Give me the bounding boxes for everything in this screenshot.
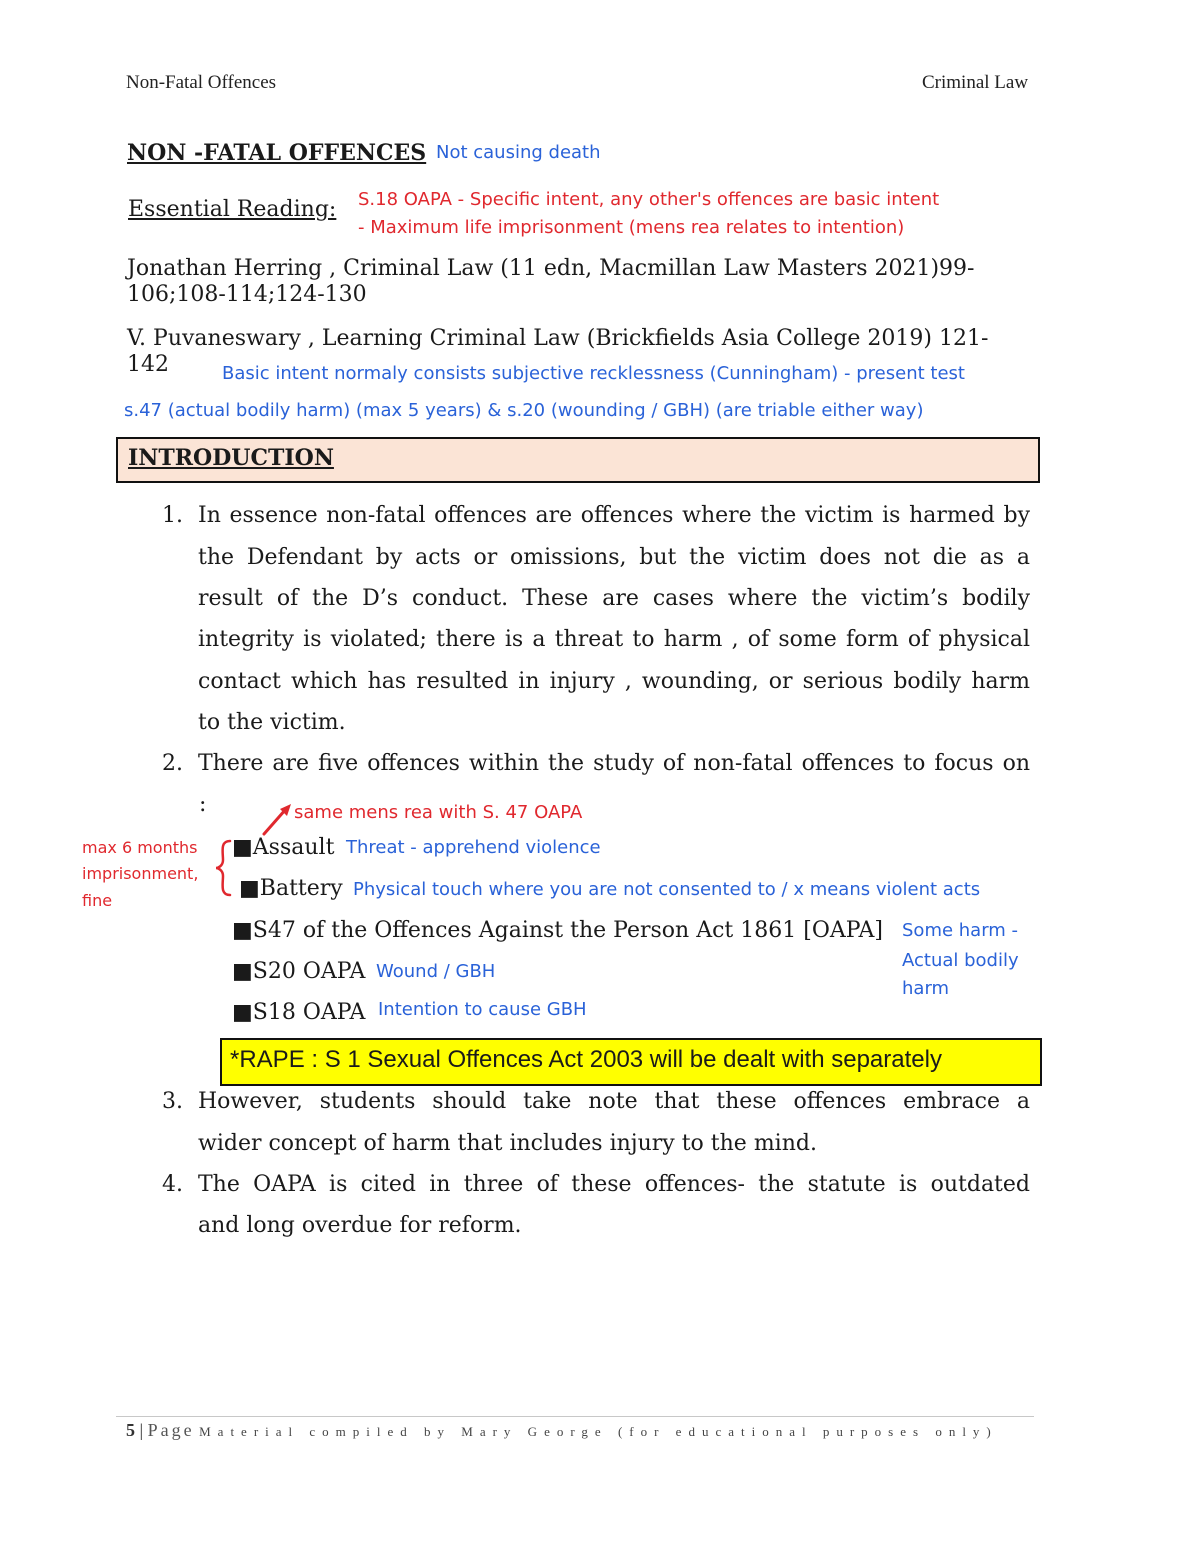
red-arrow-icon (258, 800, 294, 840)
offence-s18: ■S18 OAPA (232, 1000, 366, 1025)
offence-s20: ■S20 OAPA (232, 959, 366, 984)
introduction-heading-box (116, 437, 1040, 483)
footer (126, 1420, 998, 1441)
page-title: NON -FATAL OFFENCES (127, 140, 427, 166)
item3-line1: However, students should take note that these offences embrace a (198, 1089, 1030, 1114)
s47-note-line3: harm (902, 978, 950, 999)
offence-assault: ■Assault (232, 835, 335, 860)
s47-s20-note: s.47 (actual bodily harm) (max 5 years) & s.20 (wounding / GBH) (are triable either way) (124, 400, 924, 421)
basic-intent-note: Basic intent normaly consists subjective recklessness (Cunningham) - present test (222, 363, 965, 384)
item1-line6: to the victim. (198, 710, 346, 735)
item1-line1: In essence non-fatal offences are offences where the victim is harmed by (198, 503, 1030, 528)
offence-battery: ■Battery (239, 876, 343, 901)
same-mens-rea-note: same mens rea with S. 47 OAPA (294, 802, 583, 823)
item1-line4: integrity is violated; there is a threat to harm , of some form of physical (198, 627, 1030, 652)
item4-line2: and long overdue for reform. (198, 1213, 522, 1238)
s47-note-line2: Actual bodily (902, 950, 1019, 971)
footer-credit: Material compiled by Mary George (for educational purposes only) (199, 1424, 998, 1439)
rape-note: *RAPE : S 1 Sexual Offences Act 2003 will be dealt with separately (230, 1046, 942, 1073)
header-right: Criminal Law (922, 72, 1029, 93)
footer-page-word: Page (147, 1420, 195, 1440)
footer-rule (116, 1416, 1034, 1417)
item4-line1: The OAPA is cited in three of these offences- the statute is outdated (198, 1172, 1030, 1197)
max-6-months-line1: max 6 months (82, 838, 198, 857)
max-6-months-line2: imprisonment, (82, 864, 199, 883)
item2-line2: : (199, 792, 207, 817)
item1-line2: the Defendant by acts or omissions, but the victim does not die as a (198, 545, 1030, 570)
reference-herring-line1: Jonathan Herring , Criminal Law (11 edn, Macmillan Law Masters 2021)99- (127, 256, 975, 281)
item1-line5: contact which has resulted in injury , wounding, or serious bodily harm (198, 669, 1030, 694)
list-number-3: 3. (162, 1089, 183, 1114)
essential-reading-label: Essential Reading: (128, 197, 337, 222)
footer-page-number: 5 (126, 1420, 135, 1440)
s18-note-line1: S.18 OAPA - Specific intent, any other's offences are basic intent (358, 189, 940, 210)
title-note: Not causing death (436, 142, 601, 163)
rape-highlight-box (220, 1038, 1042, 1086)
list-number-1: 1. (162, 503, 183, 528)
reference-herring-line2: 106;108-114;124-130 (127, 282, 367, 307)
item3-line2: wider concept of harm that includes injury to the mind. (198, 1131, 817, 1156)
list-number-2: 2. (162, 751, 183, 776)
assault-note: Threat - apprehend violence (346, 837, 601, 858)
max-6-months-line3: fine (82, 891, 113, 910)
introduction-heading: INTRODUCTION (128, 445, 334, 471)
s18-note-line2: - Maximum life imprisonment (mens rea relates to intention) (358, 217, 905, 238)
s47-note-line1: Some harm - (902, 920, 1019, 941)
reference-puvaneswary-line1: V. Puvaneswary , Learning Criminal Law (Brickfields Asia College 2019) 121- (127, 326, 989, 351)
reference-puvaneswary-line2: 142 (127, 352, 169, 377)
item2-line1: There are five offences within the study of non-fatal offences to focus on (198, 751, 1030, 776)
footer-separator: | (139, 1420, 144, 1440)
offence-s47: ■S47 of the Offences Against the Person Act 1861 [OAPA] (232, 918, 883, 943)
s18-note: Intention to cause GBH (378, 999, 587, 1020)
header-left: Non-Fatal Offences (126, 72, 277, 93)
s20-note: Wound / GBH (376, 961, 496, 982)
battery-note: Physical touch where you are not consented to / x means violent acts (353, 879, 981, 900)
item1-line3: result of the D’s conduct. These are cases where the victim’s bodily (198, 586, 1030, 611)
list-number-4: 4. (162, 1172, 183, 1197)
